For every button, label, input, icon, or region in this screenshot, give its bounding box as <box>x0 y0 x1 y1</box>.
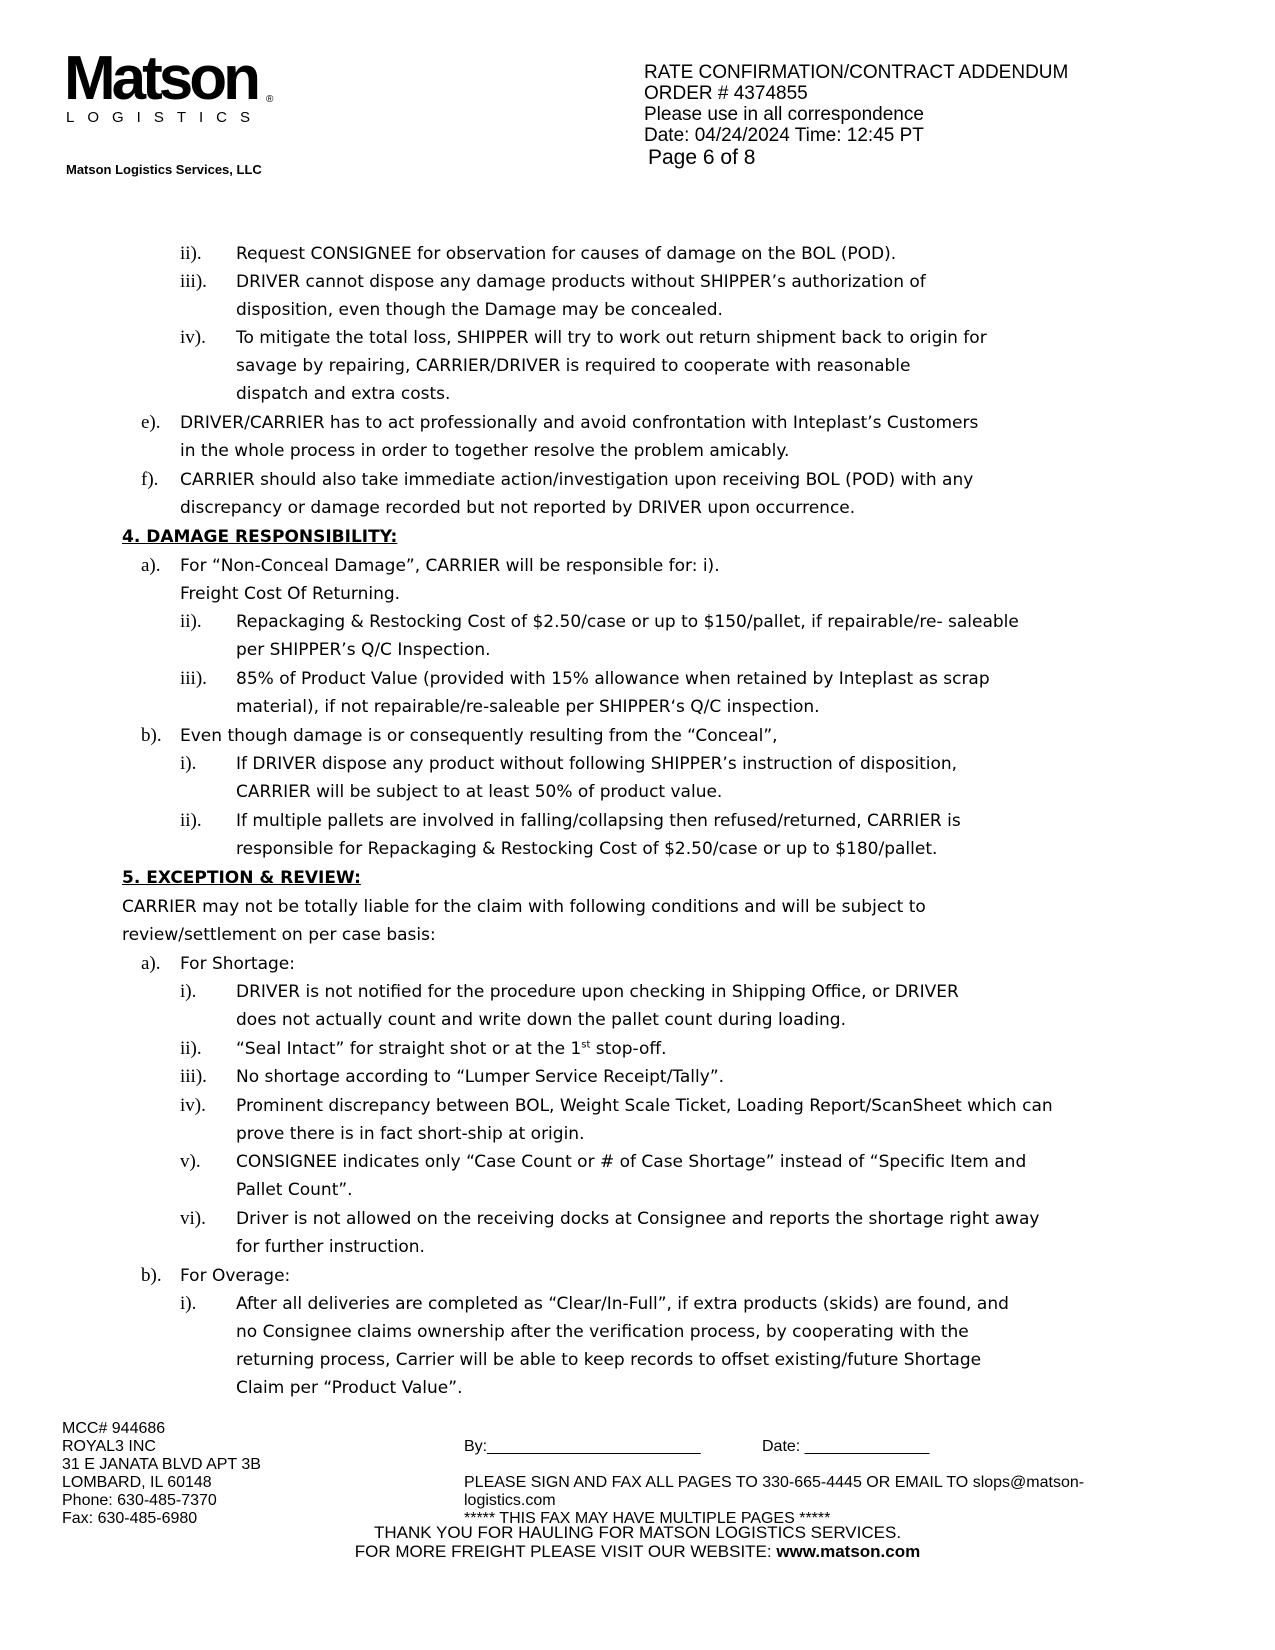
body-line: Pallet Count”. <box>236 1180 353 1200</box>
sign-instruction-line1: PLEASE SIGN AND FAX ALL PAGES TO 330-665-4445 OR EMAIL TO slops@matson- <box>464 1474 1085 1491</box>
document-header <box>644 62 1068 170</box>
body-line: returning process, Carrier will be able to keep records to offset existing/future Shortage <box>236 1350 982 1370</box>
body-line: disposition, even though the Damage may be concealed. <box>236 300 723 320</box>
carrier-mcc: MCC# 944686 <box>62 1420 166 1437</box>
logo-registered-mark: ® <box>266 94 274 105</box>
carrier-address-line2: LOMBARD, IL 60148 <box>62 1474 212 1491</box>
header-note: Please use in all correspondence <box>644 104 924 125</box>
body-line: No shortage according to “Lumper Service Receipt/Tally”. <box>236 1067 725 1087</box>
body-line: Driver is not allowed on the receiving docks at Consignee and reports the shortage right away <box>236 1209 1040 1229</box>
header-title: RATE CONFIRMATION/CONTRACT ADDENDUM <box>644 62 1069 83</box>
body-line: Prominent discrepancy between BOL, Weight Scale Ticket, Loading Report/ScanSheet which can <box>236 1096 1053 1116</box>
body-line: DRIVER cannot dispose any damage products without SHIPPER’s authorization of <box>236 272 926 292</box>
list-marker: vi). <box>180 1208 206 1229</box>
carrier-fax: Fax: 630-485-6980 <box>62 1510 198 1527</box>
body-line <box>236 1039 667 1059</box>
body-line: material), if not repairable/re-saleable per SHIPPER‘s Q/C inspection. <box>236 697 820 717</box>
body-line: for further instruction. <box>236 1237 425 1257</box>
body-line: Request CONSIGNEE for observation for causes of damage on the BOL (POD). <box>236 244 897 264</box>
list-marker: b). <box>141 725 162 746</box>
list-marker: b). <box>141 1265 162 1286</box>
body-line: CARRIER will be subject to at least 50% of product value. <box>236 782 723 802</box>
signature-by-line: By:________________________ <box>464 1438 701 1455</box>
list-marker: v). <box>180 1151 201 1172</box>
body-line: Even though damage is or consequently resulting from the “Conceal”, <box>180 726 778 746</box>
header-date-time: Date: 04/24/2024 Time: 12:45 PT <box>644 125 924 146</box>
body-line: savage by repairing, CARRIER/DRIVER is required to cooperate with reasonable <box>236 356 911 376</box>
body-line: CARRIER may not be totally liable for the claim with following conditions and will be subject to <box>122 897 926 917</box>
list-marker: i). <box>180 981 197 1002</box>
body-line: Freight Cost Of Returning. <box>180 584 401 604</box>
body-line: does not actually count and write down the pallet count during loading. <box>236 1010 846 1030</box>
body-line: If DRIVER dispose any product without following SHIPPER’s instruction of disposition, <box>236 754 958 774</box>
body-line: DRIVER/CARRIER has to act professionally and avoid confrontation with Inteplast’s Customers <box>180 413 979 433</box>
list-marker: iii). <box>180 1066 207 1087</box>
body-text: stop-off. <box>590 1039 667 1059</box>
list-marker: e). <box>141 412 161 433</box>
fax-notice: ***** THIS FAX MAY HAVE MULTIPLE PAGES ***** <box>464 1510 831 1527</box>
thanks-line: THANK YOU FOR HAULING FOR MATSON LOGISTICS SERVICES. <box>373 1523 902 1542</box>
body-line: no Consignee claims ownership after the verification process, by cooperating with the <box>236 1322 969 1342</box>
carrier-name: ROYAL3 INC <box>62 1438 156 1455</box>
list-marker: ii). <box>180 243 202 264</box>
body-line: To mitigate the total loss, SHIPPER will try to work out return shipment back to origin for <box>236 328 987 348</box>
signing-instructions <box>464 1474 1084 1528</box>
body-line: Repackaging & Restocking Cost of $2.50/case or up to $150/pallet, if repairable/re- saleable <box>236 612 1019 632</box>
signature-date-line: Date: ______________ <box>762 1438 930 1455</box>
body-line: in the whole process in order to together resolve the problem amicably. <box>180 441 790 461</box>
body-line: If multiple pallets are involved in falling/collapsing then refused/returned, CARRIER is <box>236 811 961 831</box>
list-marker: ii). <box>180 810 202 831</box>
list-marker: iii). <box>180 271 207 292</box>
company-name: Matson Logistics Services, LLC <box>66 162 262 177</box>
body-line: per SHIPPER’s Q/C Inspection. <box>236 640 491 660</box>
body-line: review/settlement on per case basis: <box>122 925 436 945</box>
sign-instruction-line2: logistics.com <box>464 1492 556 1509</box>
body-line: Claim per “Product Value”. <box>236 1378 463 1398</box>
body-line: 85% of Product Value (provided with 15% allowance when retained by Inteplast as scrap <box>236 669 990 689</box>
body-line: prove there is in fact short-ship at origin. <box>236 1124 585 1144</box>
list-marker: ii). <box>180 1038 202 1059</box>
body-line: DRIVER is not notified for the procedure upon checking in Shipping Office, or DRIVER <box>236 982 959 1002</box>
body-text: “Seal Intact” for straight shot or at the 1 <box>236 1039 582 1059</box>
section-heading-exception-review: 5. EXCEPTION & REVIEW: <box>122 868 361 888</box>
website-line <box>0 1542 1275 1561</box>
closing-message <box>0 1523 1275 1561</box>
body-line: For Overage: <box>180 1266 291 1286</box>
website-link[interactable]: www.matson.com <box>776 1542 921 1561</box>
list-marker: iii). <box>180 668 207 689</box>
body-line: discrepancy or damage recorded but not reported by DRIVER upon occurrence. <box>180 498 856 518</box>
list-marker: f). <box>141 469 159 490</box>
body-line: responsible for Repackaging & Restocking Cost of $2.50/case or up to $180/pallet. <box>236 839 938 859</box>
carrier-phone: Phone: 630-485-7370 <box>62 1492 217 1509</box>
carrier-info <box>62 1420 261 1528</box>
body-line: For “Non-Conceal Damage”, CARRIER will be responsible for: i). <box>180 556 720 576</box>
list-marker: iv). <box>180 327 206 348</box>
body-line: For Shortage: <box>180 954 295 974</box>
list-marker: iv). <box>180 1095 206 1116</box>
list-marker: ii). <box>180 611 202 632</box>
list-marker: a). <box>141 555 161 576</box>
header-order-number: ORDER # 4374855 <box>644 83 808 104</box>
logo-subtitle: LOGISTICS <box>66 109 264 126</box>
body-line: dispatch and extra costs. <box>236 384 451 404</box>
carrier-address-line1: 31 E JANATA BLVD APT 3B <box>62 1456 261 1473</box>
website-prompt: FOR MORE FREIGHT PLEASE VISIT OUR WEBSITE: <box>354 1542 777 1561</box>
logo-wordmark: Matson <box>64 44 257 113</box>
list-marker: a). <box>141 953 161 974</box>
body-line: CONSIGNEE indicates only “Case Count or # of Case Shortage” instead of “Specific Item and <box>236 1152 1027 1172</box>
body-line: CARRIER should also take immediate action/investigation upon receiving BOL (POD) with any <box>180 470 974 490</box>
list-marker: i). <box>180 1293 197 1314</box>
body-line: After all deliveries are completed as “Clear/In-Full”, if extra products (skids) are found, and <box>236 1294 1009 1314</box>
list-marker: i). <box>180 753 197 774</box>
section-heading-damage-responsibility: 4. DAMAGE RESPONSIBILITY: <box>122 527 398 547</box>
page-number: Page 6 of 8 <box>648 146 756 169</box>
superscript: st <box>581 1039 591 1051</box>
